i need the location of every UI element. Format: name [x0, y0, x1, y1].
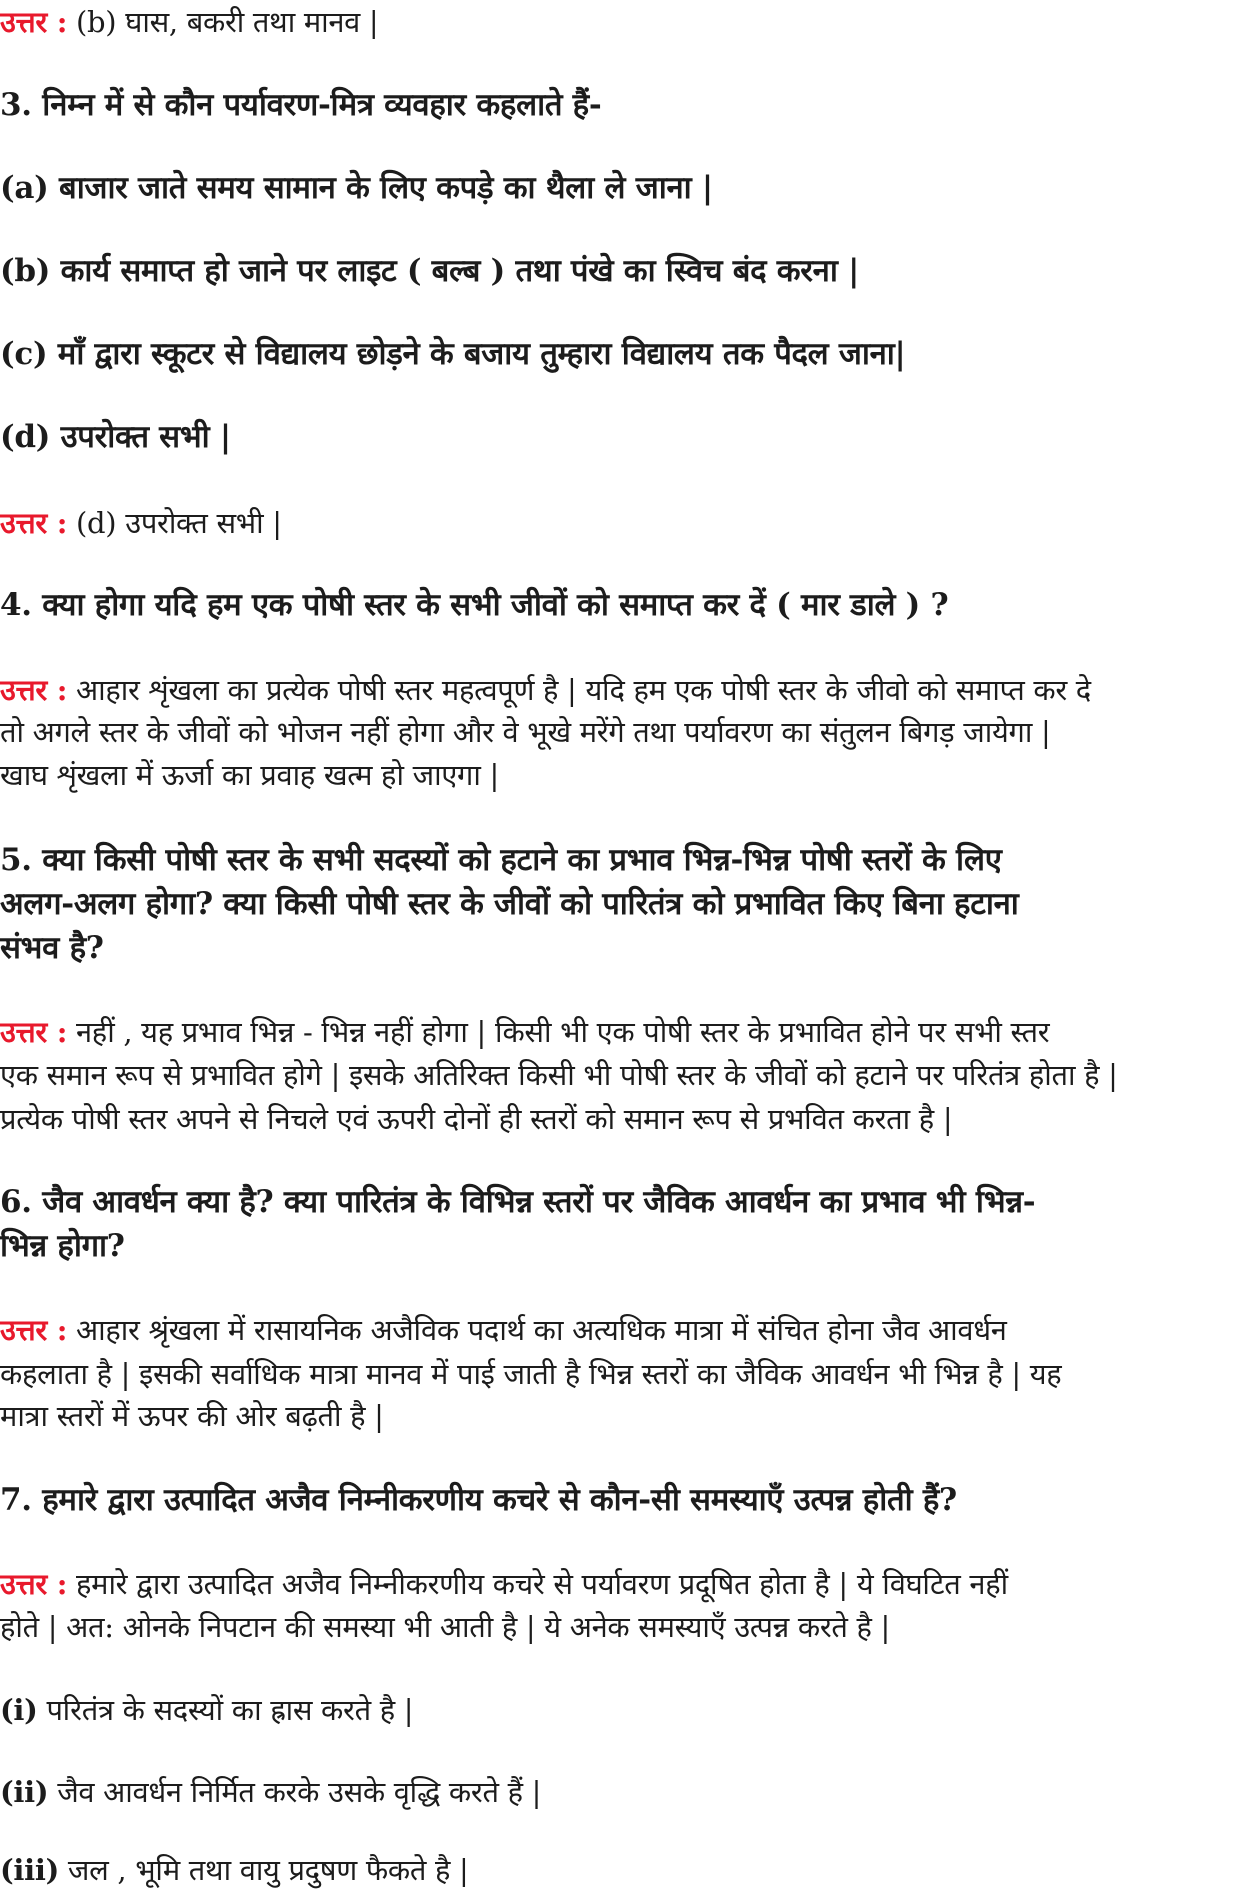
- point-item: [0, 1772, 1244, 1811]
- answer-continuation: मात्रा स्तरों में ऊपर की ओर बढ़ती है |: [0, 1399, 384, 1433]
- option-c: (c) माँ द्वारा स्कूटर से विद्यालय छोड़ने के बजाय तुम्हारा विद्यालय तक पैदल जाना|: [0, 336, 906, 372]
- answer-label: उत्तर :: [0, 673, 68, 707]
- answer-line: [0, 503, 1244, 542]
- answer-continuation: खाघ शृंखला में ऊर्जा का प्रवाह खत्म हो जाएगा |: [0, 758, 499, 792]
- answer-continuation: होते | अत: ओनके निपटान की समस्या भी आती है | ये अनेक समस्याएँ उत्पन्न करते है |: [0, 1610, 891, 1644]
- answer-text: आहार शृंखला का प्रत्येक पोषी स्तर महत्वपूर्ण है | यदि हम एक पोषी स्तर के जीवो को समाप्त कर दे: [67, 673, 1091, 707]
- point-text: जल , भूमि तथा वायु प्रदुषण फैकते है |: [59, 1853, 469, 1887]
- option-b: (b) कार्य समाप्त हो जाने पर लाइट ( बल्ब ) तथा पंखे का स्विच बंद करना |: [0, 253, 860, 289]
- answer-text: नहीं , यह प्रभाव भिन्न - भिन्न नहीं होगा | किसी भी एक पोषी स्तर के प्रभावित होने पर सभी स्तर: [67, 1015, 1050, 1049]
- point-label: (ii): [0, 1775, 49, 1809]
- answer-line: [0, 670, 1244, 709]
- answer-line: [0, 1012, 1244, 1051]
- question-6: 6. जैव आवर्धन क्या है? क्या पारितंत्र के विभिन्न स्तरों पर जैविक आवर्धन का प्रभाव भी भिन्न-: [0, 1184, 1036, 1220]
- question-7: 7. हमारे द्वारा उत्पादित अजैव निम्नीकरणीय कचरे से कौन-सी समस्याएँ उत्पन्न होती हैं?: [0, 1482, 957, 1518]
- answer-continuation: कहलाता है | इसकी सर्वाधिक मात्रा मानव में पाई जाती है भिन्न स्तरों का जैविक आवर्धन भी भिन्न है | यह: [0, 1357, 1062, 1391]
- answer-line: [0, 1310, 1244, 1349]
- question-6-continuation: भिन्न होगा?: [0, 1228, 125, 1264]
- option-a: (a) बाजार जाते समय सामान के लिए कपड़े का थैला ले जाना |: [0, 170, 713, 206]
- question-5-continuation: अलग-अलग होगा? क्या किसी पोषी स्तर के जीवों को पारितंत्र को प्रभावित किए बिना हटाना: [0, 886, 1019, 922]
- answer-line: [0, 1564, 1244, 1603]
- point-item: [0, 1690, 1244, 1729]
- point-label: (i): [0, 1693, 38, 1727]
- answer-text: हमारे द्वारा उत्पादित अजैव निम्नीकरणीय कचरे से पर्यावरण प्रदूषित होता है | ये विघटित नहीं: [67, 1567, 1008, 1601]
- answer-label: उत्तर :: [0, 5, 68, 39]
- answer-text: आहार श्रृंखला में रासायनिक अजैविक पदार्थ का अत्यधिक मात्रा में संचित होना जैव आवर्धन: [67, 1313, 1007, 1347]
- answer-continuation: एक समान रूप से प्रभावित होगे | इसके अतिरिक्त किसी भी पोषी स्तर के जीवों को हटाने पर परितंत्र होता है |: [0, 1058, 1118, 1092]
- answer-label: उत्तर :: [0, 1313, 68, 1347]
- answer-text: (b) घास, बकरी तथा मानव |: [67, 5, 379, 39]
- question-4: 4. क्या होगा यदि हम एक पोषी स्तर के सभी जीवों को समाप्त कर दें ( मार डाले ) ?: [0, 587, 949, 623]
- point-text: परितंत्र के सदस्यों का ह्रास करते है |: [37, 1693, 414, 1727]
- option-d: (d) उपरोक्त सभी |: [0, 419, 231, 455]
- answer-continuation: प्रत्येक पोषी स्तर अपने से निचले एवं ऊपरी दोनों ही स्तरों को समान रूप से प्रभवित करता है |: [0, 1102, 953, 1136]
- point-text: जैव आवर्धन निर्मित करके उसके वृद्धि करते हैं |: [48, 1775, 542, 1809]
- answer-text: (d) उपरोक्त सभी |: [67, 506, 282, 540]
- answer-label: उत्तर :: [0, 1567, 68, 1601]
- point-label: (iii): [0, 1853, 59, 1887]
- question-5-continuation: संभव है?: [0, 930, 104, 966]
- answer-line: [0, 2, 1244, 41]
- question-3: 3. निम्न में से कौन पर्यावरण-मित्र व्यवहार कहलाते हैं-: [0, 87, 602, 123]
- question-5: 5. क्या किसी पोषी स्तर के सभी सदस्यों को हटाने का प्रभाव भिन्न-भिन्न पोषी स्तरों के लिए: [0, 842, 1002, 878]
- answer-label: उत्तर :: [0, 1015, 68, 1049]
- answer-label: उत्तर :: [0, 506, 68, 540]
- point-item: [0, 1850, 1244, 1889]
- answer-continuation: तो अगले स्तर के जीवों को भोजन नहीं होगा और वे भूखे मरेंगे तथा पर्यावरण का संतुलन बिगड़ जायेगा |: [0, 715, 1051, 749]
